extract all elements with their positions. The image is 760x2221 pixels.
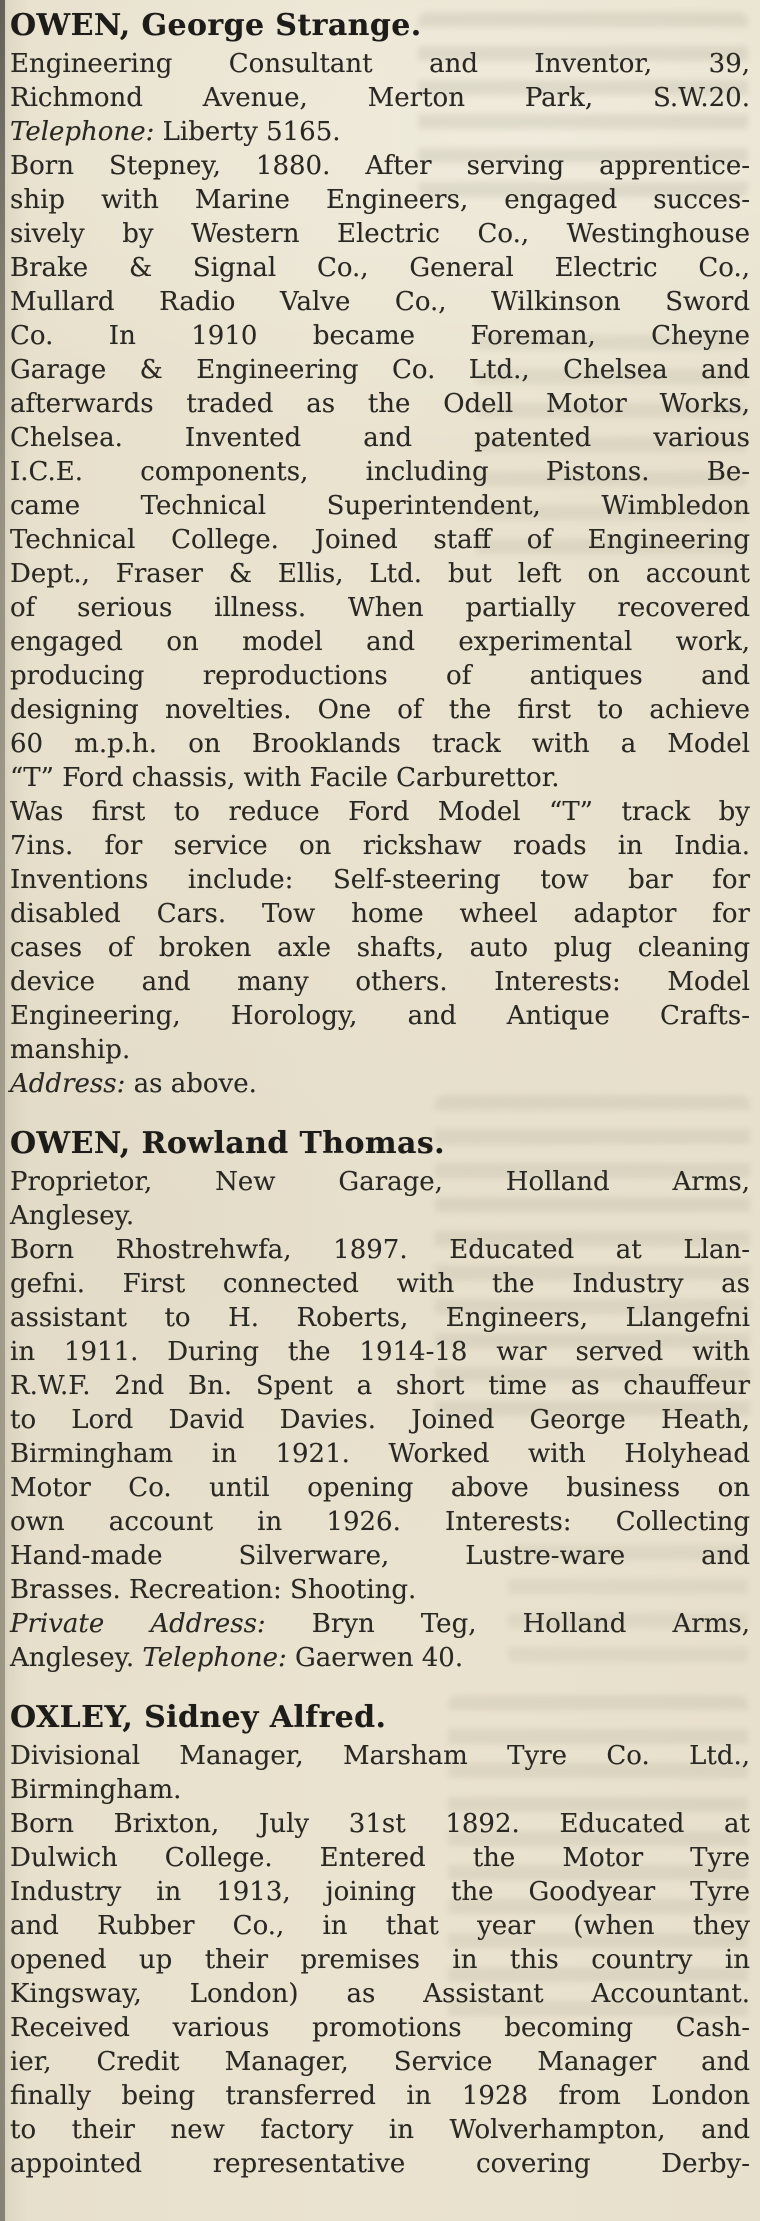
text-line: [10, 1067, 750, 1101]
italic-label: Private Address:: [10, 1609, 266, 1639]
text-segment: designing novelties. One of the first to achieve: [10, 695, 750, 725]
text-segment: assistant to H. Roberts, Engineers, Llangefni: [10, 1303, 750, 1333]
text-segment: Birmingham in 1921. Worked with Holyhead: [10, 1439, 750, 1469]
text-segment: finally being transferred in 1928 from London: [10, 2081, 750, 2111]
text-line: [10, 387, 750, 421]
entry-paragraph: [10, 1607, 750, 1675]
text-line: [10, 285, 750, 319]
directory-entry: [10, 1700, 750, 2181]
directory-entry: [10, 1126, 750, 1675]
text-line: [10, 1909, 750, 1943]
entry-heading: OWEN, Rowland Thomas.: [10, 1126, 445, 1161]
text-segment: device and many others. Interests: Model: [10, 967, 750, 997]
text-line: [10, 829, 750, 863]
text-line: [10, 693, 750, 727]
text-line: [10, 319, 750, 353]
text-segment: Chelsea. Invented and patented various: [10, 423, 750, 453]
text-segment: gefni. First connected with the Industry as: [10, 1269, 750, 1299]
text-line: [10, 1739, 750, 1773]
text-segment: Gaerwen 40.: [286, 1643, 464, 1673]
text-segment: of serious illness. When partially recovered: [10, 593, 750, 623]
text-segment: Brake & Signal Co., General Electric Co.,: [10, 253, 750, 283]
text-line: [10, 1875, 750, 1909]
entry-paragraph: [10, 795, 750, 1067]
text-segment: Born Rhostrehwfa, 1897. Educated at Llan-: [10, 1235, 750, 1265]
text-segment: Co. In 1910 became Foreman, Cheyne: [10, 321, 750, 351]
text-line: [10, 353, 750, 387]
text-segment: cases of broken axle shafts, auto plug cleaning: [10, 933, 750, 963]
text-segment: Born Brixton, July 31st 1892. Educated at: [10, 1809, 750, 1839]
text-segment: “T” Ford chassis, with Facile Carburettor.: [10, 763, 560, 793]
text-segment: Dulwich College. Entered the Motor Tyre: [10, 1843, 750, 1873]
text-segment: Kingsway, London) as Assistant Accountant.: [10, 1979, 750, 2009]
text-segment: Technical College. Joined staff of Engineering: [10, 525, 750, 555]
text-line: [10, 1437, 750, 1471]
text-line: [10, 1471, 750, 1505]
text-segment: Inventions include: Self-steering tow bar for: [10, 865, 750, 895]
text-segment: Birmingham.: [10, 1775, 182, 1805]
text-segment: engaged on model and experimental work,: [10, 627, 750, 657]
text-segment: sively by Western Electric Co., Westinghouse: [10, 219, 750, 249]
text-segment: as above.: [125, 1069, 257, 1099]
text-line: [10, 2011, 750, 2045]
text-line: [10, 489, 750, 523]
text-segment: Richmond Avenue, Merton Park, S.W.20.: [10, 83, 750, 113]
text-segment: ier, Credit Manager, Service Manager and: [10, 2047, 750, 2077]
text-segment: to Lord David Davies. Joined George Heath,: [10, 1405, 750, 1435]
text-segment: R.W.F. 2nd Bn. Spent a short time as chauffeur: [10, 1371, 750, 1401]
text-line: [10, 931, 750, 965]
text-line: [10, 1539, 750, 1573]
text-segment: Brasses. Recreation: Shooting.: [10, 1575, 417, 1605]
text-line: [10, 1165, 750, 1199]
text-segment: appointed representative covering Derby-: [10, 2149, 750, 2179]
text-segment: 60 m.p.h. on Brooklands track with a Model: [10, 729, 750, 759]
text-line: [10, 115, 750, 149]
text-line: [10, 999, 750, 1033]
text-line: [10, 1841, 750, 1875]
directory-entry: [10, 8, 750, 1101]
text-line: [10, 421, 750, 455]
text-line: [10, 1807, 750, 1841]
text-segment: ship with Marine Engineers, engaged succes-: [10, 185, 750, 215]
text-line: [10, 2045, 750, 2079]
text-line: [10, 149, 750, 183]
text-line: [10, 523, 750, 557]
text-line: [10, 795, 750, 829]
text-line: [10, 591, 750, 625]
italic-label: Telephone:: [142, 1643, 287, 1673]
text-segment: manship.: [10, 1035, 131, 1065]
text-segment: 7ins. for service on rickshaw roads in India.: [10, 831, 750, 861]
entry-paragraph: [10, 115, 750, 149]
text-line: [10, 1505, 750, 1539]
text-line: [10, 1943, 750, 1977]
italic-label: Telephone:: [10, 117, 155, 147]
text-line: [10, 1641, 750, 1675]
italic-label: Address:: [10, 1069, 126, 1099]
text-segment: Born Stepney, 1880. After serving apprentice-: [10, 151, 750, 181]
text-segment: own account in 1926. Interests: Collecting: [10, 1507, 750, 1537]
text-line: [10, 81, 750, 115]
text-segment: Mullard Radio Valve Co., Wilkinson Sword: [10, 287, 750, 317]
text-line: [10, 1773, 750, 1807]
text-line: [10, 183, 750, 217]
text-segment: I.C.E. components, including Pistons. Be-: [10, 457, 750, 487]
entry-paragraph: [10, 47, 750, 115]
text-segment: afterwards traded as the Odell Motor Works,: [10, 389, 750, 419]
text-line: [10, 727, 750, 761]
text-segment: Hand-made Silverware, Lustre-ware and: [10, 1541, 750, 1571]
text-segment: Divisional Manager, Marsham Tyre Co. Ltd.,: [10, 1741, 750, 1771]
text-segment: Anglesey.: [10, 1643, 143, 1673]
text-line: [10, 625, 750, 659]
text-line: [10, 217, 750, 251]
text-line: [10, 965, 750, 999]
text-segment: in 1911. During the 1914-18 war served with: [10, 1337, 750, 1367]
text-segment: Proprietor, New Garage, Holland Arms,: [10, 1167, 750, 1197]
text-line: [10, 2147, 750, 2181]
text-segment: Liberty 5165.: [154, 117, 341, 147]
text-line: [10, 863, 750, 897]
text-line: [10, 761, 750, 795]
entry-paragraph: [10, 149, 750, 795]
text-line: [10, 1977, 750, 2011]
text-line: [10, 1033, 750, 1067]
text-line: [10, 1335, 750, 1369]
entry-heading: OXLEY, Sidney Alfred.: [10, 1700, 387, 1735]
text-segment: Industry in 1913, joining the Goodyear Tyre: [10, 1877, 750, 1907]
entry-paragraph: [10, 1165, 750, 1233]
text-line: [10, 251, 750, 285]
entry-paragraph: [10, 1739, 750, 1807]
text-line: [10, 1233, 750, 1267]
text-segment: to their new factory in Wolverhampton, and: [10, 2115, 750, 2145]
text-line: [10, 1573, 750, 1607]
text-line: [10, 1267, 750, 1301]
text-segment: and Rubber Co., in that year (when they: [10, 1911, 750, 1941]
text-line: [10, 455, 750, 489]
text-segment: Engineering, Horology, and Antique Crafts-: [10, 1001, 750, 1031]
text-segment: Anglesey.: [10, 1201, 135, 1231]
text-segment: Engineering Consultant and Inventor, 39,: [10, 49, 750, 79]
text-segment: Dept., Fraser & Ellis, Ltd. but left on account: [10, 559, 750, 589]
text-line: [10, 1607, 750, 1641]
text-segment: opened up their premises in this country in: [10, 1945, 750, 1975]
text-segment: Motor Co. until opening above business on: [10, 1473, 750, 1503]
text-segment: Bryn Teg, Holland Arms,: [265, 1609, 750, 1639]
text-line: [10, 1199, 750, 1233]
text-line: [10, 1369, 750, 1403]
entry-paragraph: [10, 1067, 750, 1101]
text-line: [10, 1403, 750, 1437]
text-segment: producing reproductions of antiques and: [10, 661, 750, 691]
entry-paragraph: [10, 1807, 750, 2181]
text-line: [10, 897, 750, 931]
text-line: [10, 2079, 750, 2113]
text-segment: Garage & Engineering Co. Ltd., Chelsea and: [10, 355, 750, 385]
text-segment: Received various promotions becoming Cash-: [10, 2013, 750, 2043]
text-segment: came Technical Superintendent, Wimbledon: [10, 491, 750, 521]
text-segment: Was first to reduce Ford Model “T” track by: [10, 797, 750, 827]
text-line: [10, 659, 750, 693]
text-segment: disabled Cars. Tow home wheel adaptor for: [10, 899, 750, 929]
entry-heading: OWEN, George Strange.: [10, 8, 422, 43]
entry-paragraph: [10, 1233, 750, 1607]
text-line: [10, 47, 750, 81]
text-line: [10, 557, 750, 591]
text-line: [10, 1301, 750, 1335]
text-line: [10, 2113, 750, 2147]
